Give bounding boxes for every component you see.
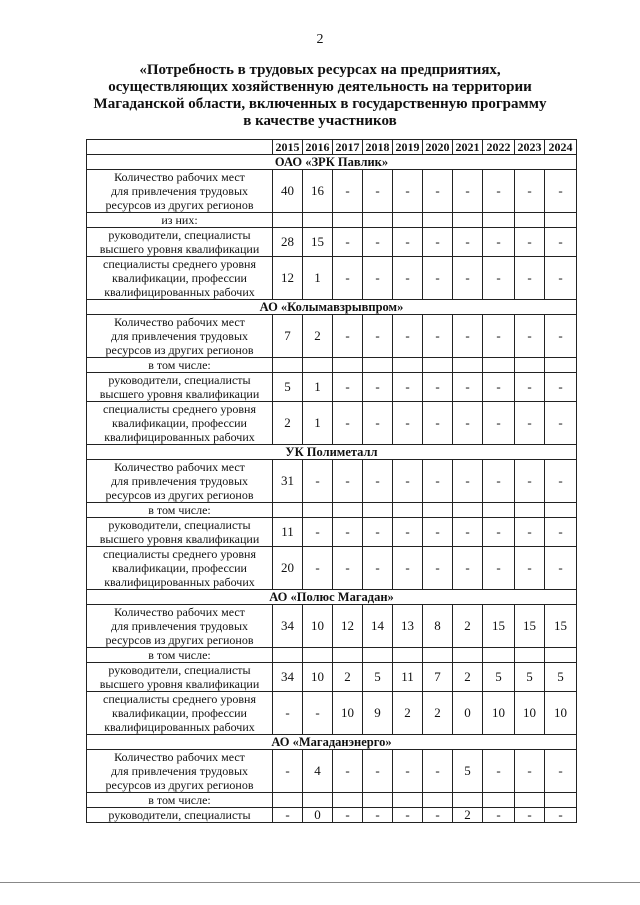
empty-cell: [273, 213, 303, 228]
value-cell: -: [545, 170, 577, 213]
row-label-line: Количество рабочих мест: [114, 750, 245, 764]
empty-cell: [303, 213, 333, 228]
empty-cell: [393, 213, 423, 228]
value-cell: -: [545, 257, 577, 300]
title-line: Магаданской области, включенных в государственную программу: [93, 96, 547, 112]
table-row: [87, 402, 577, 445]
value-cell: -: [363, 808, 393, 823]
row-label-line: для привлечения трудовых: [110, 764, 248, 778]
value-cell: -: [363, 547, 393, 590]
empty-cell: [483, 358, 515, 373]
value-cell: -: [423, 518, 453, 547]
empty-cell: [303, 648, 333, 663]
empty-cell: [483, 213, 515, 228]
value-cell: 0: [303, 808, 333, 823]
value-cell: -: [273, 750, 303, 793]
empty-cell: [333, 213, 363, 228]
row-label: [87, 228, 273, 257]
value-cell: 1: [303, 257, 333, 300]
year-header: 2019: [393, 140, 423, 155]
value-cell: -: [483, 750, 515, 793]
title-line: «Потребность в трудовых ресурсах на предприятиях,: [139, 62, 501, 78]
value-cell: -: [483, 373, 515, 402]
subheading-label: в том числе:: [87, 503, 273, 518]
value-cell: 4: [303, 750, 333, 793]
empty-cell: [423, 648, 453, 663]
row-label-line: ресурсов из других регионов: [105, 198, 254, 212]
organization-name: АО «Полюс Магадан»: [87, 590, 577, 605]
empty-cell: [363, 503, 393, 518]
subheading-row: [87, 648, 577, 663]
value-cell: -: [483, 315, 515, 358]
value-cell: 2: [453, 808, 483, 823]
empty-cell: [333, 503, 363, 518]
year-header: 2024: [545, 140, 577, 155]
value-cell: 14: [363, 605, 393, 648]
table-row: [87, 750, 577, 793]
value-cell: -: [363, 518, 393, 547]
empty-cell: [273, 503, 303, 518]
value-cell: -: [483, 228, 515, 257]
row-label-line: высшего уровня квалификации: [99, 242, 260, 256]
value-cell: -: [393, 402, 423, 445]
table-row: [87, 373, 577, 402]
value-cell: 20: [273, 547, 303, 590]
value-cell: -: [303, 692, 333, 735]
value-cell: -: [333, 750, 363, 793]
subheading-label: в том числе:: [87, 648, 273, 663]
value-cell: -: [333, 373, 363, 402]
value-cell: 7: [423, 663, 453, 692]
value-cell: -: [453, 257, 483, 300]
value-cell: -: [515, 228, 545, 257]
value-cell: 34: [273, 605, 303, 648]
table-row: [87, 547, 577, 590]
value-cell: -: [453, 373, 483, 402]
value-cell: -: [423, 170, 453, 213]
year-header: 2023: [515, 140, 545, 155]
organization-name: АО «Колымавзрывпром»: [87, 300, 577, 315]
row-label-line: Количество рабочих мест: [114, 605, 245, 619]
value-cell: 2: [303, 315, 333, 358]
value-cell: -: [545, 402, 577, 445]
header-row: [87, 140, 577, 155]
value-cell: 10: [303, 663, 333, 692]
value-cell: -: [515, 808, 545, 823]
value-cell: 2: [333, 663, 363, 692]
value-cell: 10: [303, 605, 333, 648]
value-cell: 5: [363, 663, 393, 692]
value-cell: -: [393, 315, 423, 358]
table-row: [87, 315, 577, 358]
row-label-line: квалификации, профессии: [112, 706, 247, 720]
subheading-label: в том числе:: [87, 793, 273, 808]
value-cell: -: [363, 170, 393, 213]
table-row: [87, 170, 577, 213]
subheading-label: из них:: [87, 213, 273, 228]
row-label-line: для привлечения трудовых: [110, 474, 248, 488]
value-cell: -: [545, 518, 577, 547]
value-cell: 34: [273, 663, 303, 692]
year-header: 2021: [453, 140, 483, 155]
value-cell: -: [515, 170, 545, 213]
row-label-line: специалисты среднего уровня: [103, 547, 256, 561]
value-cell: -: [393, 750, 423, 793]
row-label-line: руководители, специалисты: [108, 808, 251, 822]
empty-cell: [363, 213, 393, 228]
value-cell: -: [453, 228, 483, 257]
value-cell: -: [453, 402, 483, 445]
header-label-cell: [87, 140, 273, 155]
organization-row: [87, 155, 577, 170]
row-label-line: Количество рабочих мест: [114, 460, 245, 474]
subheading-row: [87, 213, 577, 228]
value-cell: -: [483, 518, 515, 547]
value-cell: -: [393, 170, 423, 213]
empty-cell: [273, 793, 303, 808]
empty-cell: [303, 793, 333, 808]
empty-cell: [393, 648, 423, 663]
table-row: [87, 518, 577, 547]
subheading-label: в том числе:: [87, 358, 273, 373]
value-cell: -: [423, 257, 453, 300]
value-cell: -: [273, 808, 303, 823]
row-label: [87, 373, 273, 402]
empty-cell: [333, 358, 363, 373]
value-cell: -: [393, 228, 423, 257]
row-label-line: квалификации, профессии: [112, 561, 247, 575]
value-cell: -: [363, 402, 393, 445]
empty-cell: [393, 793, 423, 808]
empty-cell: [545, 648, 577, 663]
value-cell: -: [303, 460, 333, 503]
value-cell: 15: [303, 228, 333, 257]
empty-cell: [515, 358, 545, 373]
empty-cell: [545, 358, 577, 373]
value-cell: -: [483, 808, 515, 823]
value-cell: -: [423, 460, 453, 503]
value-cell: -: [363, 750, 393, 793]
value-cell: -: [545, 460, 577, 503]
value-cell: 0: [453, 692, 483, 735]
row-label-line: ресурсов из других регионов: [105, 778, 254, 792]
value-cell: -: [515, 518, 545, 547]
row-label-line: Количество рабочих мест: [114, 170, 245, 184]
value-cell: -: [515, 547, 545, 590]
year-header: 2018: [363, 140, 393, 155]
value-cell: -: [545, 373, 577, 402]
row-label: [87, 460, 273, 503]
empty-cell: [515, 213, 545, 228]
value-cell: -: [453, 518, 483, 547]
empty-cell: [453, 793, 483, 808]
empty-cell: [453, 648, 483, 663]
subheading-row: [87, 358, 577, 373]
row-label: [87, 692, 273, 735]
row-label-line: специалисты среднего уровня: [103, 257, 256, 271]
value-cell: -: [363, 228, 393, 257]
value-cell: -: [545, 547, 577, 590]
value-cell: 11: [273, 518, 303, 547]
value-cell: -: [333, 518, 363, 547]
value-cell: -: [393, 373, 423, 402]
value-cell: -: [393, 460, 423, 503]
value-cell: 31: [273, 460, 303, 503]
value-cell: -: [273, 692, 303, 735]
empty-cell: [423, 793, 453, 808]
row-label: [87, 750, 273, 793]
empty-cell: [545, 793, 577, 808]
row-label-line: специалисты среднего уровня: [103, 692, 256, 706]
value-cell: -: [303, 518, 333, 547]
empty-cell: [363, 358, 393, 373]
value-cell: -: [453, 315, 483, 358]
value-cell: 5: [453, 750, 483, 793]
empty-cell: [483, 648, 515, 663]
empty-cell: [363, 793, 393, 808]
value-cell: -: [515, 373, 545, 402]
value-cell: -: [515, 750, 545, 793]
empty-cell: [515, 503, 545, 518]
row-label: [87, 518, 273, 547]
row-label-line: квалифицированных рабочих: [104, 285, 255, 299]
value-cell: -: [453, 460, 483, 503]
empty-cell: [333, 648, 363, 663]
row-label-line: руководители, специалисты: [108, 518, 251, 532]
value-cell: -: [515, 460, 545, 503]
value-cell: 2: [273, 402, 303, 445]
value-cell: -: [363, 315, 393, 358]
table-row: [87, 460, 577, 503]
empty-cell: [453, 213, 483, 228]
value-cell: -: [545, 315, 577, 358]
table-row: [87, 663, 577, 692]
value-cell: 1: [303, 402, 333, 445]
value-cell: 5: [483, 663, 515, 692]
row-label-line: высшего уровня квалификации: [99, 387, 260, 401]
row-label-line: Количество рабочих мест: [114, 315, 245, 329]
value-cell: -: [545, 228, 577, 257]
organization-name: АО «Магаданэнерго»: [87, 735, 577, 750]
row-label-line: квалификации, профессии: [112, 271, 247, 285]
value-cell: 13: [393, 605, 423, 648]
value-cell: -: [363, 460, 393, 503]
row-label-line: руководители, специалисты: [108, 373, 251, 387]
row-label: [87, 170, 273, 213]
row-label-line: квалификации, профессии: [112, 416, 247, 430]
table-row: [87, 257, 577, 300]
value-cell: 5: [273, 373, 303, 402]
row-label-line: для привлечения трудовых: [110, 184, 248, 198]
empty-cell: [423, 358, 453, 373]
table-row: [87, 605, 577, 648]
empty-cell: [273, 358, 303, 373]
labor-demand-table: [86, 139, 577, 823]
empty-cell: [273, 648, 303, 663]
row-label: [87, 547, 273, 590]
row-label: [87, 402, 273, 445]
row-label: [87, 663, 273, 692]
empty-cell: [393, 358, 423, 373]
subheading-row: [87, 503, 577, 518]
row-label: [87, 605, 273, 648]
table-row: [87, 692, 577, 735]
value-cell: -: [515, 315, 545, 358]
empty-cell: [453, 358, 483, 373]
value-cell: -: [423, 315, 453, 358]
value-cell: -: [483, 547, 515, 590]
document-title: [70, 62, 570, 130]
value-cell: -: [515, 402, 545, 445]
row-label-line: квалифицированных рабочих: [104, 430, 255, 444]
organization-row: [87, 735, 577, 750]
row-label: [87, 808, 273, 823]
value-cell: 5: [545, 663, 577, 692]
organization-row: [87, 445, 577, 460]
value-cell: 40: [273, 170, 303, 213]
value-cell: -: [483, 402, 515, 445]
year-header: 2015: [273, 140, 303, 155]
value-cell: 11: [393, 663, 423, 692]
empty-cell: [393, 503, 423, 518]
value-cell: -: [333, 170, 363, 213]
row-label-line: ресурсов из других регионов: [105, 633, 254, 647]
row-label-line: высшего уровня квалификации: [99, 677, 260, 691]
value-cell: -: [333, 402, 363, 445]
year-header: 2017: [333, 140, 363, 155]
value-cell: -: [393, 547, 423, 590]
organization-name: УК Полиметалл: [87, 445, 577, 460]
title-line: в качестве участников: [243, 113, 397, 129]
value-cell: 15: [483, 605, 515, 648]
value-cell: 15: [515, 605, 545, 648]
empty-cell: [483, 793, 515, 808]
year-header: 2022: [483, 140, 515, 155]
value-cell: 10: [483, 692, 515, 735]
value-cell: 10: [333, 692, 363, 735]
empty-cell: [303, 358, 333, 373]
empty-cell: [515, 648, 545, 663]
value-cell: -: [393, 808, 423, 823]
value-cell: -: [363, 373, 393, 402]
organization-row: [87, 590, 577, 605]
value-cell: -: [423, 750, 453, 793]
table-body: [87, 155, 577, 823]
title-line: осуществляющих хозяйственную деятельность на территории: [108, 79, 532, 95]
value-cell: -: [393, 518, 423, 547]
empty-cell: [423, 213, 453, 228]
value-cell: 2: [393, 692, 423, 735]
value-cell: -: [423, 402, 453, 445]
value-cell: -: [333, 257, 363, 300]
value-cell: -: [363, 257, 393, 300]
table-row: [87, 808, 577, 823]
value-cell: 12: [273, 257, 303, 300]
value-cell: -: [393, 257, 423, 300]
value-cell: -: [515, 257, 545, 300]
value-cell: 8: [423, 605, 453, 648]
value-cell: -: [453, 170, 483, 213]
empty-cell: [303, 503, 333, 518]
row-label-line: высшего уровня квалификации: [99, 532, 260, 546]
empty-cell: [453, 503, 483, 518]
organization-row: [87, 300, 577, 315]
row-label-line: квалифицированных рабочих: [104, 575, 255, 589]
value-cell: -: [453, 547, 483, 590]
year-header: 2016: [303, 140, 333, 155]
value-cell: -: [333, 547, 363, 590]
row-label-line: руководители, специалисты: [108, 663, 251, 677]
row-label-line: специалисты среднего уровня: [103, 402, 256, 416]
value-cell: 10: [515, 692, 545, 735]
empty-cell: [545, 503, 577, 518]
row-label: [87, 315, 273, 358]
value-cell: 1: [303, 373, 333, 402]
row-label-line: руководители, специалисты: [108, 228, 251, 242]
row-label: [87, 257, 273, 300]
value-cell: -: [333, 315, 363, 358]
table-row: [87, 228, 577, 257]
value-cell: -: [545, 750, 577, 793]
value-cell: 10: [545, 692, 577, 735]
value-cell: 2: [423, 692, 453, 735]
value-cell: -: [483, 257, 515, 300]
value-cell: 28: [273, 228, 303, 257]
empty-cell: [483, 503, 515, 518]
value-cell: -: [333, 460, 363, 503]
value-cell: -: [423, 547, 453, 590]
value-cell: 15: [545, 605, 577, 648]
value-cell: -: [483, 170, 515, 213]
value-cell: 2: [453, 663, 483, 692]
value-cell: 2: [453, 605, 483, 648]
value-cell: -: [423, 373, 453, 402]
empty-cell: [515, 793, 545, 808]
value-cell: -: [483, 460, 515, 503]
page-bottom-rule: [0, 882, 640, 883]
value-cell: -: [423, 808, 453, 823]
value-cell: -: [423, 228, 453, 257]
value-cell: -: [303, 547, 333, 590]
row-label-line: ресурсов из других регионов: [105, 488, 254, 502]
row-label-line: для привлечения трудовых: [110, 619, 248, 633]
row-label-line: для привлечения трудовых: [110, 329, 248, 343]
value-cell: -: [333, 228, 363, 257]
value-cell: -: [545, 808, 577, 823]
value-cell: 12: [333, 605, 363, 648]
value-cell: 7: [273, 315, 303, 358]
value-cell: -: [333, 808, 363, 823]
empty-cell: [545, 213, 577, 228]
year-header: 2020: [423, 140, 453, 155]
value-cell: 16: [303, 170, 333, 213]
value-cell: 9: [363, 692, 393, 735]
empty-cell: [423, 503, 453, 518]
page-number: 2: [316, 32, 324, 47]
empty-cell: [333, 793, 363, 808]
empty-cell: [363, 648, 393, 663]
value-cell: 5: [515, 663, 545, 692]
organization-name: ОАО «ЗРК Павлик»: [87, 155, 577, 170]
subheading-row: [87, 793, 577, 808]
row-label-line: квалифицированных рабочих: [104, 720, 255, 734]
row-label-line: ресурсов из других регионов: [105, 343, 254, 357]
